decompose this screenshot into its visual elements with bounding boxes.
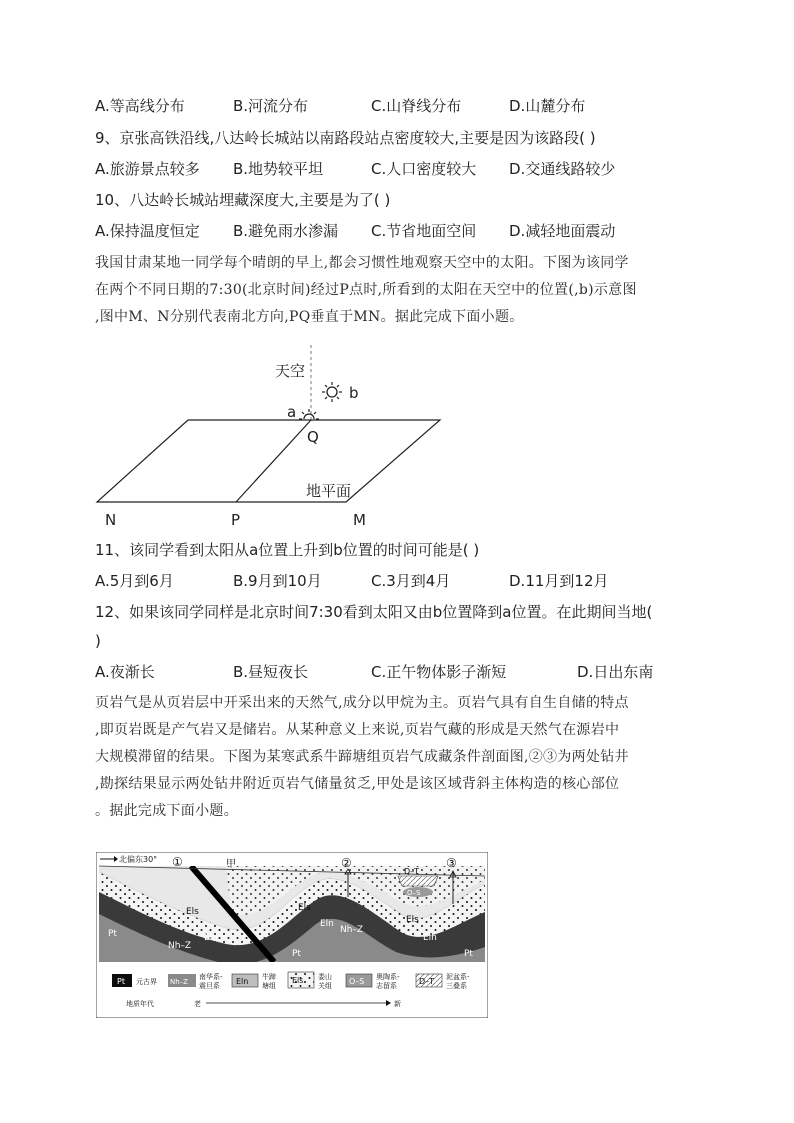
legend-name-eln-1: 牛蹄 [262,973,276,981]
legend-name-dt-1: 泥盆系- [446,973,470,981]
q11-option-c[interactable]: C.3月到4月 [371,572,451,590]
point-p-label: P [231,511,241,529]
legend-name-els-2: 关组 [318,982,332,990]
jia-label: 甲 [226,859,236,870]
legend-symbol-dt: D–T [419,977,435,986]
q11-stem: 11、该同学看到太阳从a位置上升到b位置的时间可能是( ) [95,541,480,559]
q8-option-c[interactable]: C.山脊线分布 [371,97,462,115]
q11-option-b[interactable]: B.9月到10月 [233,572,322,590]
age-old-label: 老 [194,1000,201,1008]
passage-line: 。据此完成下面小题。 [95,803,238,819]
legend-name-els-1: 娄山 [318,973,332,981]
q12-option-a[interactable]: A.夜渐长 [95,663,155,681]
legend-name-os-1: 奥陶系- [376,973,400,981]
q9-option-d[interactable]: D.交通线路较少 [509,160,616,178]
legend-symbol-os: O–S [349,977,365,986]
q9-option-a[interactable]: A.旅游景点较多 [95,160,200,178]
nhz-label-2: Nh–Z [340,925,364,935]
eln-label-3: Eln [423,933,437,943]
q11-option-d[interactable]: D.11月到12月 [509,572,609,590]
els-label-3: Els [406,915,419,925]
passage-line: 页岩气是从页岩层中开采出来的天然气,成分以甲烷为主。页岩气具有自生自储的特点 [95,695,629,711]
passage-shale-gas [95,690,705,825]
nhz-label-1: Nh–Z [168,941,192,951]
sun-a-label: a [287,403,297,421]
q8-option-d[interactable]: D.山麓分布 [509,97,586,115]
els-label-2: Els [298,903,311,913]
geologic-cross-section [96,852,488,1018]
passage-line: ,勘探结果显示两处钻井附近页岩气储量贫乏,甲处是该区域背斜主体构造的核心部位 [95,776,620,792]
legend-name-eln-2: 塘组 [262,982,276,990]
pt-label-2: Pt [292,949,301,959]
passage-line: 大规模滞留的结果。下图为某寒武系牛蹄塘组页岩气成藏条件剖面图,②③为两处钻井 [95,749,629,765]
els-label-1: Els [186,907,199,917]
dt-label: D–T [404,867,420,876]
q9-stem: 9、京张高铁沿线,八达岭长城站以南路段站点密度较大,主要是因为该路段( ) [95,129,596,147]
legend-name-pt: 元古界 [136,978,157,986]
pt-label-1: Pt [108,929,117,939]
well-3-label: ③ [446,856,457,870]
sky-label: 天空 [275,362,306,380]
sun-b-icon [322,382,342,402]
legend-symbol-pt: Pt [117,977,125,986]
q9-option-c[interactable]: C.人口密度较大 [371,160,477,178]
ground-plane [97,420,440,502]
legend-name-nhz-1: 南华系- [199,973,223,981]
pt-label-3: Pt [464,949,473,959]
legend-name-dt-2: 三叠系 [446,982,467,990]
eln-label-2: Eln [320,919,334,929]
well-1-label: ① [172,855,183,869]
q10-stem: 10、八达岭长城站埋藏深度大,主要是为了( ) [95,191,391,209]
legend-symbol-els: Els [292,976,304,985]
q10-option-a[interactable]: A.保持温度恒定 [95,222,200,240]
line-pq [236,420,311,502]
point-q-label: Q [307,428,319,446]
direction-label: 北偏东30° [119,855,158,864]
q12-option-b[interactable]: B.昼短夜长 [233,663,309,681]
q12-option-c[interactable]: C.正午物体影子渐短 [371,663,507,681]
layer-ds-block [398,876,438,886]
point-n-label: N [105,511,117,529]
age-label: 地质年代 [126,1000,154,1008]
well-2-label: ② [341,856,352,870]
q9-option-b[interactable]: B.地势较平坦 [233,160,324,178]
q12-stem: 12、如果该同学同样是北京时间7:30看到太阳又由b位置降到a位置。在此期间当地( [95,603,653,621]
os-label: O–S [407,889,421,897]
sun-b-label: b [349,384,359,402]
q8-option-b[interactable]: B.河流分布 [233,97,309,115]
q10-option-d[interactable]: D.减轻地面震动 [509,222,616,240]
legend-symbol-nhz: Nh–Z [170,978,188,986]
legend-name-nhz-2: 震旦系 [199,982,220,990]
point-m-label: M [353,511,366,529]
passage-line: ,图中M、N分别代表南北方向,PQ垂直于MN。据此完成下面小题。 [95,309,524,325]
q10-option-c[interactable]: C.节省地面空间 [371,222,477,240]
q12-option-d[interactable]: D.日出东南 [577,663,654,681]
sun-position-figure [95,345,455,535]
passage-line: ,即页岩既是产气岩又是储岩。从某种意义上来说,页岩气藏的形成是天然气在源岩中 [95,722,620,738]
legend-name-os-2: 志留系 [376,982,397,990]
ground-label: 地平面 [306,482,352,500]
q11-option-a[interactable]: A.5月到6月 [95,572,174,590]
eln-label-1: Eln [204,933,218,943]
legend-symbol-eln: Eln [236,977,249,986]
q8-option-a[interactable]: A.等高线分布 [95,97,185,115]
age-new-label: 新 [394,1000,401,1008]
passage-sun-observation [95,250,705,331]
q12-stem-continued: ) [95,632,101,650]
sun-a-icon [299,409,319,419]
passage-line: 在两个不同日期的7:30(北京时间)经过P点时,所看到的太阳在天空中的位置(,b)示意图 [95,282,637,298]
q10-option-b[interactable]: B.避免雨水渗漏 [233,222,339,240]
passage-line: 我国甘肃某地一同学每个晴朗的早上,都会习惯性地观察天空中的太阳。下图为该同学 [95,255,629,271]
